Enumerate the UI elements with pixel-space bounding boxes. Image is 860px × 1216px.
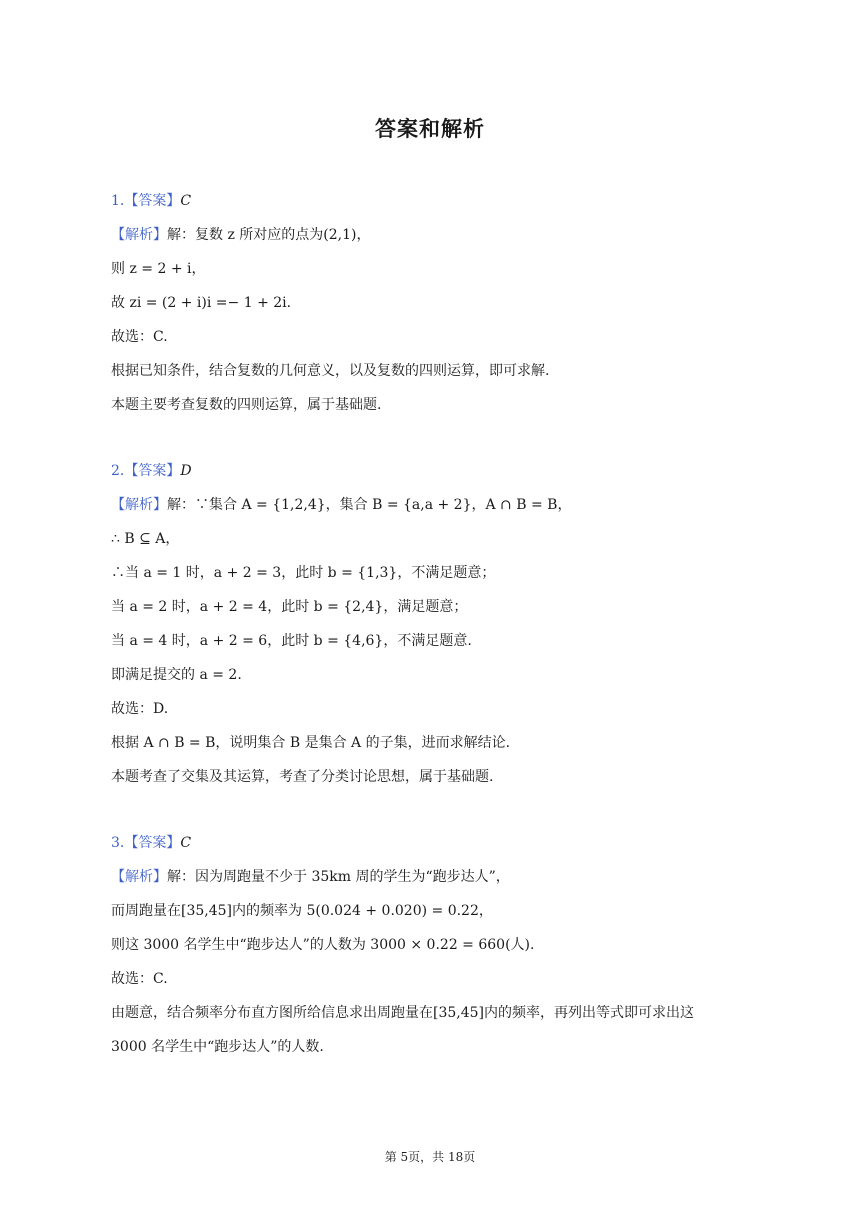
q3-line-3: 故选：C. xyxy=(111,971,168,987)
q3-line-0: 解：因为周跑量不少于 35km 周的学生为“跑步达人”， xyxy=(167,869,510,885)
q2-analysis-tag: 【解析】 xyxy=(111,497,167,513)
q1-line-4: 根据已知条件，结合复数的几何意义，以及复数的四则运算，即可求解. xyxy=(111,363,550,379)
q2-answer: D xyxy=(180,463,192,479)
q1-line-5: 本题主要考查复数的四则运算，属于基础题. xyxy=(111,397,382,413)
q2-answer-line xyxy=(111,461,192,481)
q2-line-8: 本题考查了交集及其运算，考查了分类讨论思想，属于基础题. xyxy=(111,769,494,785)
q2-line-0: 解：∵集合 A = {1,2,4}，集合 B = {a,a + 2}，A ∩ B = B， xyxy=(167,497,572,513)
page-footer: 第 5页，共 18页 xyxy=(384,1150,476,1164)
q3-answer-line xyxy=(111,833,191,853)
q2-line-3: 当 a = 2 时，a + 2 = 4，此时 b = {2,4}，满足题意； xyxy=(111,599,468,615)
q1-answer: C xyxy=(180,193,192,209)
q2-line-4: 当 a = 4 时，a + 2 = 6，此时 b = {4,6}，不满足题意. xyxy=(111,633,472,649)
q2-line-6: 故选：D. xyxy=(111,701,169,717)
q3-line-1: 而周跑量在[35,45]内的频率为 5(0.024 + 0.020) = 0.22， xyxy=(111,903,493,919)
q3-answer-tag: 【答案】 xyxy=(124,835,181,851)
q1-line-2: 故 zi = (2 + i)i =− 1 + 2i. xyxy=(111,295,292,311)
q1-analysis-line xyxy=(111,225,370,245)
q3-line-2: 则这 3000 名学生中“跑步达人”的人数为 3000 × 0.22 = 660(人). xyxy=(111,937,535,953)
q3-line-5: 3000 名学生中“跑步达人”的人数. xyxy=(111,1039,324,1055)
q1-answer-tag: 【答案】 xyxy=(124,193,181,209)
q3-analysis-tag: 【解析】 xyxy=(111,869,167,885)
q2-line-2: ∴当 a = 1 时，a + 2 = 3，此时 b = {1,3}，不满足题意； xyxy=(111,565,496,581)
q1-number: 1. xyxy=(111,193,125,209)
q2-number: 2. xyxy=(111,463,125,479)
q3-number: 3. xyxy=(111,835,125,851)
q1-line-3: 故选：C. xyxy=(111,329,168,345)
q2-analysis-line xyxy=(111,495,571,515)
q3-analysis-line xyxy=(111,867,510,887)
q2-answer-tag: 【答案】 xyxy=(124,463,181,479)
page-title: 答案和解析 xyxy=(375,117,485,141)
q1-line-1: 则 z = 2 + i， xyxy=(111,261,206,277)
q3-answer: C xyxy=(180,835,192,851)
q2-line-1: ∴ B ⊆ A， xyxy=(111,531,180,547)
q2-line-7: 根据 A ∩ B = B，说明集合 B 是集合 A 的子集，进而求解结论. xyxy=(111,735,511,751)
q1-analysis-tag: 【解析】 xyxy=(111,227,167,243)
q2-line-5: 即满足提交的 a = 2. xyxy=(111,667,242,683)
q1-line-0: 解：复数 z 所对应的点为(2,1)， xyxy=(167,227,371,243)
q1-answer-line xyxy=(111,191,191,211)
q3-line-4: 由题意，结合频率分布直方图所给信息求出周跑量在[35,45]内的频率，再列出等式即可求出这 xyxy=(111,1005,695,1021)
